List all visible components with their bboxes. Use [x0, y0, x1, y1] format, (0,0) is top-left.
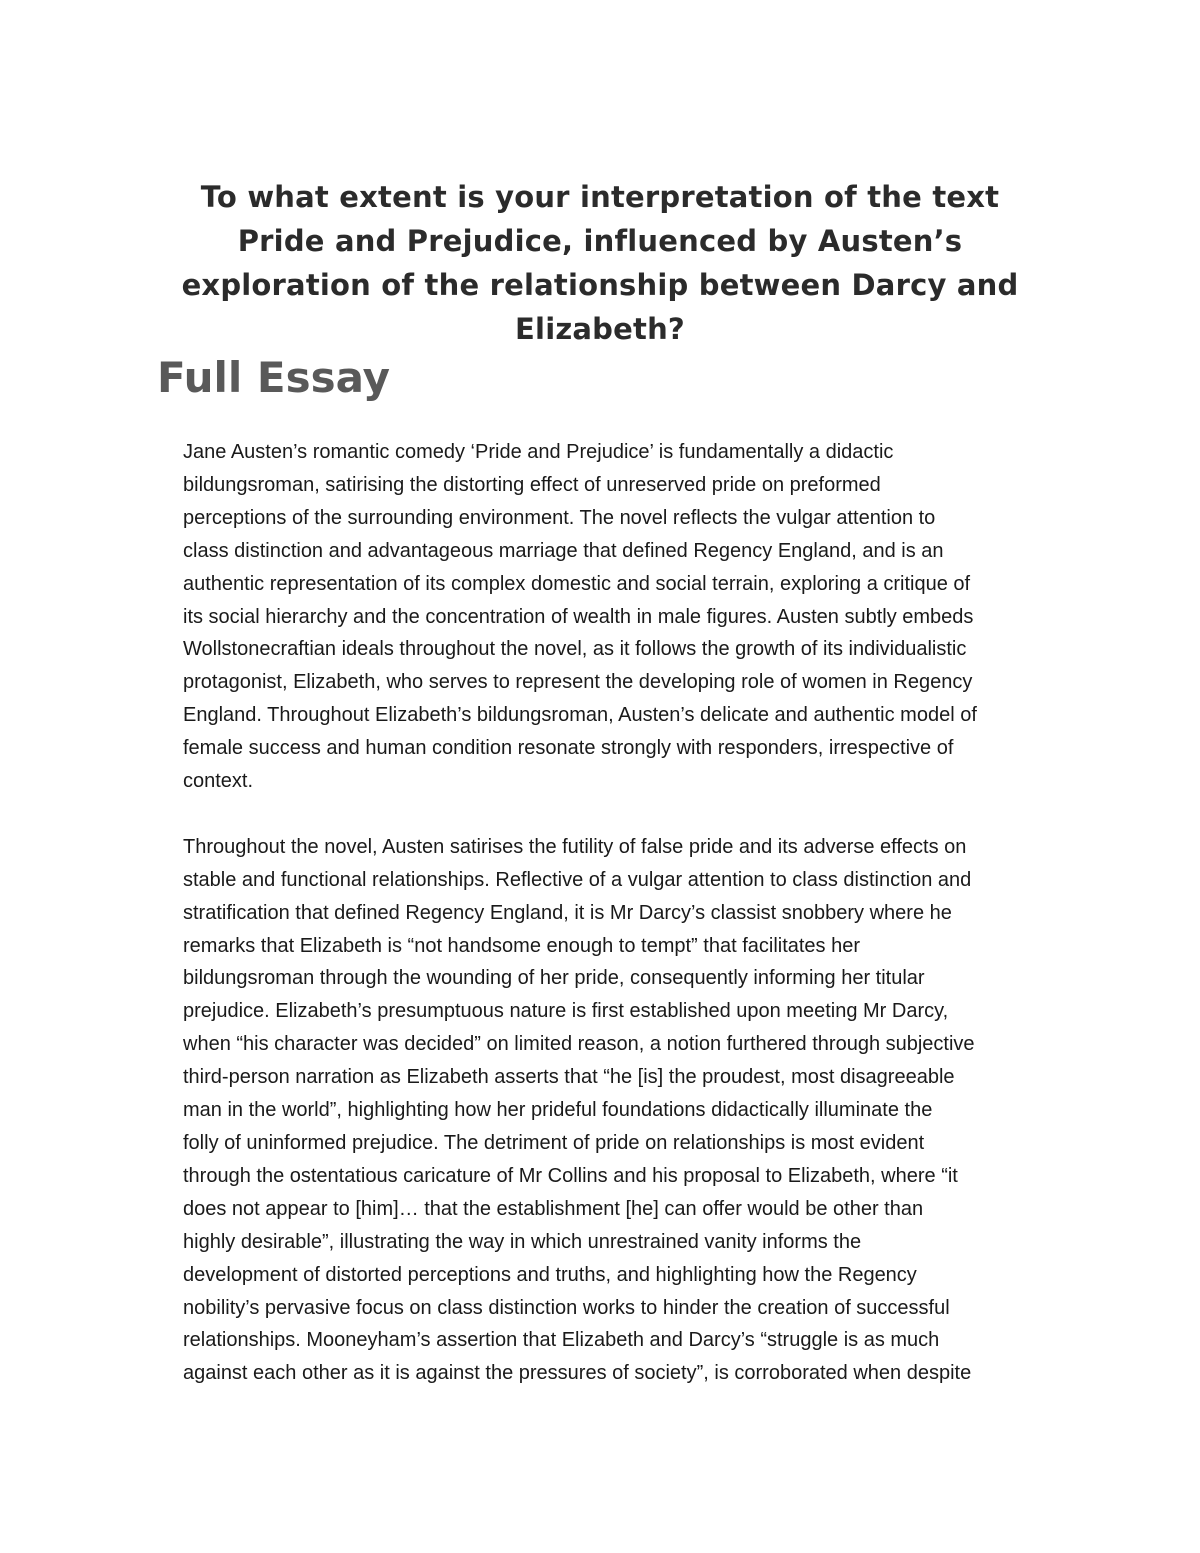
- paragraph-line: protagonist, Elizabeth, who serves to represent the developing role of women in Regency: [183, 671, 973, 694]
- paragraph-line: class distinction and advantageous marriage that defined Regency England, and is an: [183, 539, 944, 562]
- paragraph-line: through the ostentatious caricature of Mr Collins and his proposal to Elizabeth, where “it: [183, 1164, 958, 1187]
- paragraph-line: when “his character was decided” on limited reason, a notion furthered through subjective: [183, 1033, 975, 1056]
- paragraph-line: third-person narration as Elizabeth asserts that “he [is] the proudest, most disagreeable: [183, 1066, 955, 1089]
- paragraph-line: man in the world”, highlighting how her prideful foundations didactically illuminate the: [183, 1099, 933, 1122]
- paragraph-line: Wollstonecraftian ideals throughout the novel, as it follows the growth of its individualistic: [183, 638, 967, 661]
- paragraph-line: remarks that Elizabeth is “not handsome enough to tempt” that facilitates her: [183, 934, 861, 957]
- paragraph-line: bildungsroman, satirising the distorting effect of unreserved pride on preformed: [183, 473, 881, 496]
- paragraph-line: prejudice. Elizabeth’s presumptuous nature is first established upon meeting Mr Darcy,: [183, 1000, 949, 1023]
- paragraph-line: folly of uninformed prejudice. The detriment of pride on relationships is most evident: [183, 1132, 925, 1155]
- full-essay-heading: Full Essay: [157, 353, 391, 402]
- paragraph-line: authentic representation of its complex domestic and social terrain, exploring a critique of: [183, 572, 971, 595]
- title-line: To what extent is your interpretation of the text: [200, 180, 1000, 214]
- paragraph-line: Jane Austen’s romantic comedy ‘Pride and Prejudice’ is fundamentally a didactic: [183, 441, 894, 463]
- paragraph-line: against each other as it is against the pressures of society”, is corroborated when despite: [183, 1362, 972, 1385]
- essay-paragraph: [183, 831, 1063, 1390]
- paragraph-line: stratification that defined Regency England, it is Mr Darcy’s classist snobbery where he: [183, 901, 952, 924]
- paragraph-line: bildungsroman through the wounding of her pride, consequently informing her titular: [183, 967, 925, 990]
- paragraph-line: highly desirable”, illustrating the way in which unrestrained vanity informs the: [183, 1230, 862, 1253]
- paragraph-line: perceptions of the surrounding environment. The novel reflects the vulgar attention to: [183, 506, 936, 529]
- paragraph-line: Throughout the novel, Austen satirises the futility of false pride and its adverse effects on: [183, 835, 967, 858]
- paragraph-line: does not appear to [him]… that the establishment [he] can offer would be other than: [183, 1197, 924, 1220]
- paragraph-line: development of distorted perceptions and truths, and highlighting how the Regency: [183, 1263, 917, 1286]
- paragraph-line: female success and human condition resonate strongly with responders, irrespective of: [183, 737, 954, 760]
- paragraph-line: its social hierarchy and the concentration of wealth in male figures. Austen subtly embeds: [183, 605, 974, 628]
- title-line: exploration of the relationship between Darcy and: [181, 268, 1019, 302]
- paragraph-line: relationships. Mooneyham’s assertion that Elizabeth and Darcy’s “struggle is as much: [183, 1329, 940, 1352]
- paragraph-line: stable and functional relationships. Reflective of a vulgar attention to class distinction and: [183, 868, 972, 891]
- paragraph-line: nobility’s pervasive focus on class distinction works to hinder the creation of successful: [183, 1296, 950, 1319]
- paragraph-line: England. Throughout Elizabeth’s bildungsroman, Austen’s delicate and authentic model of: [183, 704, 977, 727]
- essay-paragraph: [183, 436, 1063, 798]
- title-line: Pride and Prejudice, influenced by Austen’s: [237, 224, 963, 258]
- paragraph-line: context.: [183, 770, 254, 793]
- essay-body: [183, 436, 1063, 1423]
- essay-question-title: [150, 175, 1050, 351]
- title-line: Elizabeth?: [515, 312, 685, 346]
